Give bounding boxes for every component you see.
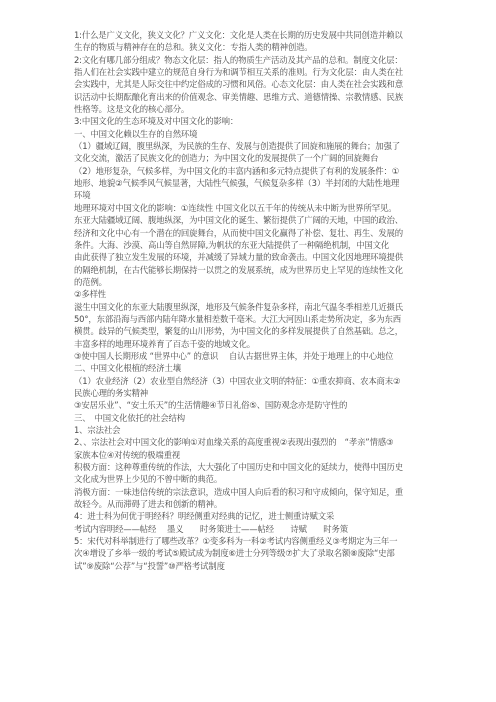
text-line: 地形、地貌②气候季风气候显著，大陆性气候强，气候复杂多样（3）半封闭的大陆性地理: [74, 178, 400, 189]
section-heading: 一、中国文化赖以生存的自然环境: [74, 128, 198, 139]
text-line: 性格等。这是文化的核心部分。: [74, 104, 190, 115]
text-line: 消极方面：一味违信传统的宗法意识，造成中国人向后看的积习和守成倾向，保守知足，重: [74, 486, 403, 497]
text-line: 条件。大海、沙漠、高山等自然屏障,为帆状的东亚大陆提供了一种隔绝机制，中国文化: [74, 239, 390, 250]
text-line: （2）地形复杂，气候多样，为中国文化的丰富内涵和多元特点提供了有利的发展条件：①: [74, 165, 400, 176]
section-heading: 三、 中国文化依托的社会结构: [74, 412, 185, 423]
text-line: 积极方面：这种尊重传统的作法，大大强化了中国历史和中国文化的延续力，使得中国历史: [74, 462, 403, 473]
text-line: 地理环境对中国文化的影响：①连续性 中国文化以五千年的传统从未中断为世界所罕见。: [74, 202, 397, 213]
text-line: 的范例。: [74, 276, 107, 287]
text-line: ②多样性: [74, 289, 107, 300]
text-line: 2:文化有哪几部分组成？物态文化层：指人的物质生产活动及其产品的总和。制度文化层：: [74, 54, 403, 65]
text-line: 民族心理的务实精神: [74, 387, 149, 398]
text-line: 5：宋代对科举制进行了哪些改革？①变多科为一科②考试内容侧重经义③考期定为三年一: [74, 536, 398, 547]
text-line: （1）农业经济（2）农业型自然经济（3）中国农业文明的特征：①重农抑商、农本商末②: [74, 375, 401, 386]
text-line: 50°，东部沿海与西部内陆年降水量相差数千毫米。大江大河因山系走势所决定，多为东西: [74, 313, 401, 324]
text-line: 东亚大陆疆域辽阔、腹地纵深，为中国文化的诞生、繁衍提供了广阔的天地，中国的政治、: [74, 215, 403, 226]
text-line: 横贯。歧异的气候类型，繁复的山川形势，为中国文化的多样发展提供了自然基础。总之，: [74, 326, 403, 337]
text-line: 家族本位④对传统的极端重视: [74, 449, 181, 460]
text-line: ③使中国人长期形成 “世界中心” 的意识 自认古据世界主体，并处于地理上的中心地位: [74, 350, 394, 361]
text-line: 考试内容明经——帖经 墨义 时务策进士——帖经 诗赋 时务策: [74, 523, 348, 534]
text-line: 经济和文化中心有一个潜在的回旋舞台，从而使中国文化赢得了补偿、复壮、再生、发展的: [74, 227, 403, 238]
text-line: 2、、宗法社会对中国文化的影响①对血缘关系的高度重视②表现出强烈的 “孝亲”情感③: [74, 437, 394, 448]
text-line: 3:中国文化的生态环境及对中国文化的影响：: [74, 116, 239, 127]
text-line: 的隔绝机制，在古代能够长期保持一以贯之的发展系统，成为世界历史上罕见的连续性文化: [74, 264, 403, 275]
document-body: [74, 29, 450, 572]
text-line: 生存的物质与精神存在的总和。狭义文化：专指人类的精神创造。: [74, 42, 313, 53]
text-line: 1、宗法社会: [74, 425, 121, 435]
text-line: 环境: [74, 190, 91, 201]
text-line: 1:什么是广义文化，狭义文化？广义文化：文化是人类在长期的历史发展中共同创造并赖以: [74, 30, 403, 40]
text-line: 次④增设了乡举一级的考试⑤殿试成为制度⑥进士分列等级⑦扩大了录取名额⑧废除“史部: [74, 548, 395, 559]
text-line: ③安居乐业”、“安土乐天”的生活情趣④节日礼俗⑤、国防观念亦是防守性的: [74, 400, 348, 411]
text-line: 丰富多样的地理环境养育了百态千姿的地域文化。: [74, 338, 255, 349]
text-line: 识活动中长期酝酿化育出来的价值观念、审美情趣、思维方式、道德情操、宗教情感、民族: [74, 91, 403, 102]
text-line: 故轻今。从而滞碍了进去和创新的精神。: [74, 499, 223, 510]
text-line: 会实践中，尤其是人际交往中约定俗成的习惯和风俗。心态文化层：由人类在社会实践和意: [74, 79, 403, 90]
text-line: 滋生中国文化的东亚大陆腹里纵深，地形及气候条件复杂多样，南北气温冬季相差几近摄氏: [74, 301, 403, 312]
text-line: 4：进士科为何优于明经科？明经侧重对经典的记忆，进士侧重诗赋文采: [74, 511, 335, 522]
text-line: 文化交流，激活了民族文化的创造力；为中国文化的发展提供了一个广阔的回旋舞台: [74, 153, 379, 164]
text-line: 指人们在社会实践中建立的规范自身行为和调节相互关系的准则。行为文化层：由人类在社: [74, 67, 403, 78]
text-line: （1）疆域辽阔，腹里纵深，为民族的生存、发展与创造提供了回旋和施展的舞台；加强了: [74, 141, 400, 152]
text-line: 由此获得了独立发生发展的环境，并减缓了异域力量的致命袭击。中国文化因地理环境提供: [74, 252, 403, 263]
text-line: 试”⑨废除“公荐”与“投誓”⑩严格考试制度: [74, 560, 225, 571]
text-line: 文化成为世界上少见的不曾中断的典范。: [74, 474, 223, 485]
section-heading: 二、中国文化根植的经济土壤: [74, 363, 181, 374]
